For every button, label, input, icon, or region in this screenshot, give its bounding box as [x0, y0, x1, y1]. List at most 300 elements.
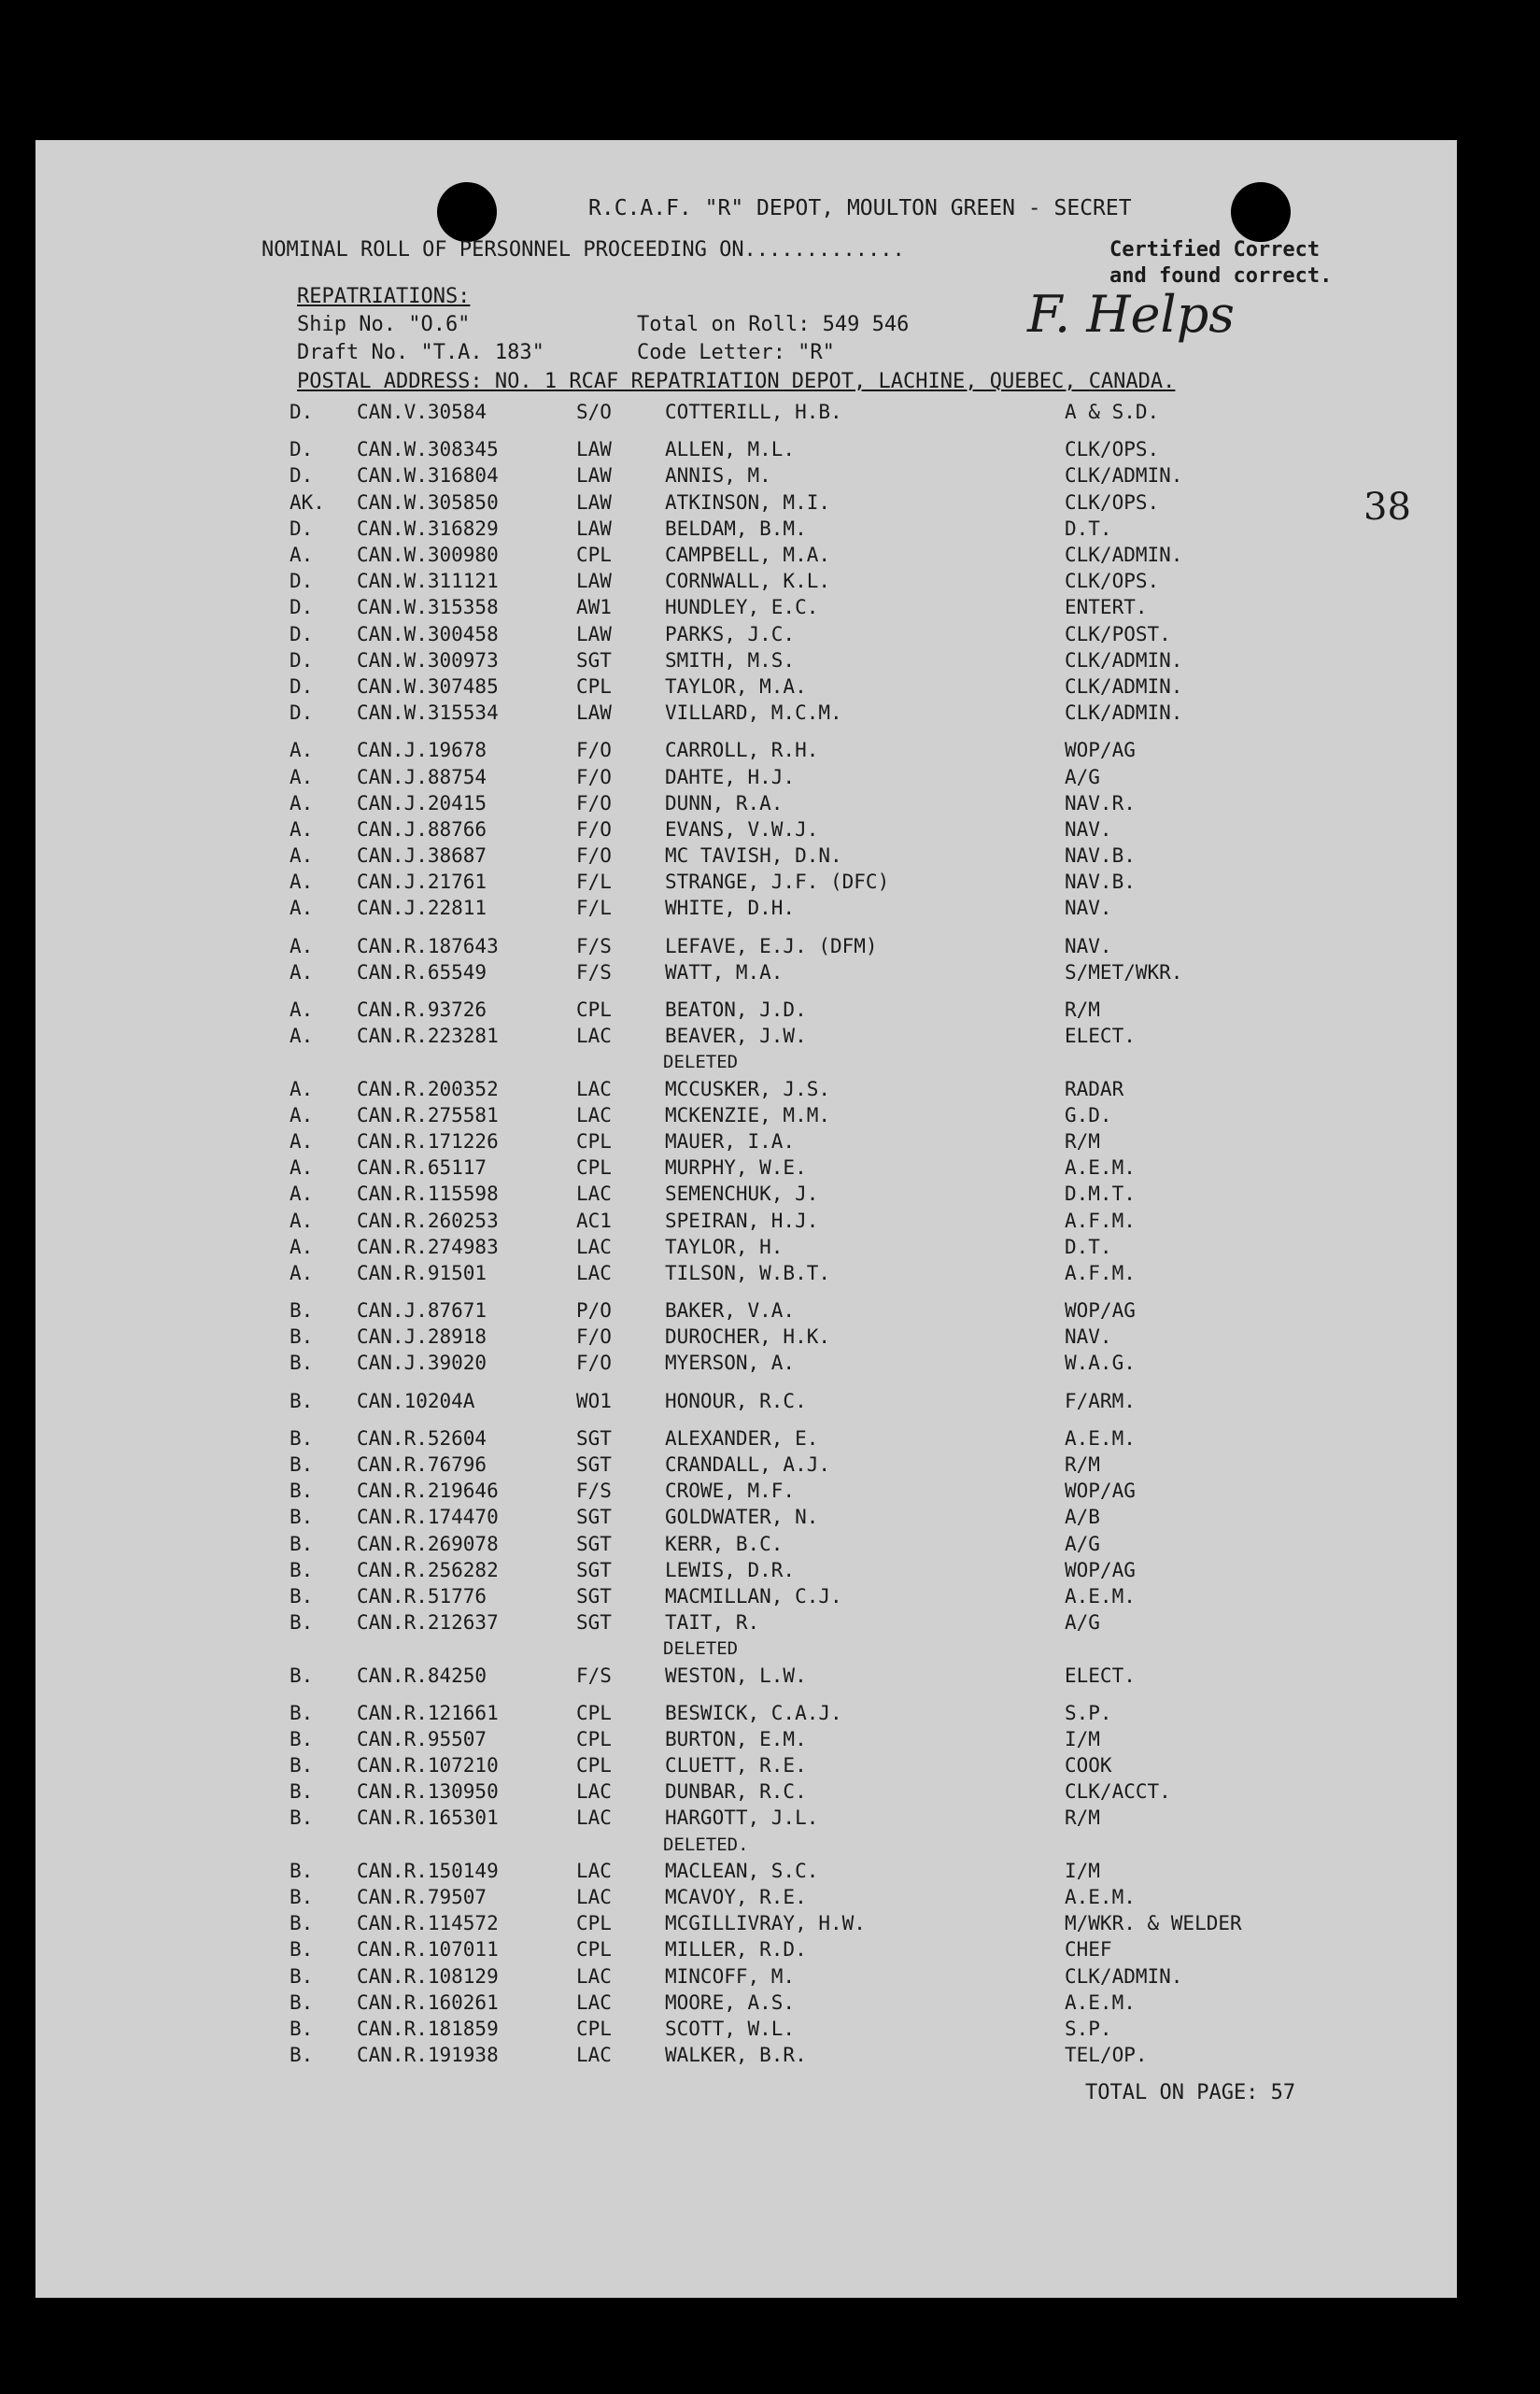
- service-number: CAN.W.307485: [357, 674, 499, 698]
- group-code: B.: [290, 1754, 314, 1778]
- group-code: D.: [290, 648, 314, 672]
- group-code: B.: [290, 1990, 314, 2014]
- trade: WOP/AG: [1065, 739, 1136, 762]
- group-code: A.: [290, 1025, 314, 1048]
- rank: F/L: [576, 897, 612, 920]
- table-row: [290, 1023, 1363, 1049]
- trade: RADAR: [1065, 1077, 1124, 1100]
- rank: F/L: [576, 871, 612, 894]
- person-name: BEATON, J.D.: [665, 999, 807, 1022]
- table-row: [290, 790, 1363, 816]
- service-number: CAN.W.315358: [357, 596, 499, 619]
- person-name: BELDAM, B.M.: [665, 517, 807, 540]
- trade: D.M.T.: [1065, 1183, 1136, 1206]
- group-code: B.: [290, 1299, 314, 1323]
- rank: CPL: [576, 999, 612, 1022]
- group-code: D.: [290, 622, 314, 645]
- rank: CPL: [576, 674, 612, 698]
- rank: LAW: [576, 464, 612, 488]
- person-name: BAKER, V.A.: [665, 1299, 796, 1323]
- rank: SGT: [576, 1453, 612, 1477]
- row-gap: [290, 1377, 1363, 1388]
- rank: CPL: [576, 1754, 612, 1778]
- person-name: MACMILLAN, C.J.: [665, 1584, 842, 1608]
- table-row: [290, 1181, 1363, 1207]
- trade: A.E.M.: [1065, 1886, 1136, 1909]
- table-row: [290, 1858, 1363, 1884]
- table-row: [290, 1990, 1363, 2016]
- rank: LAC: [576, 1025, 612, 1048]
- group-code: B.: [290, 1480, 314, 1503]
- trade: F/ARM.: [1065, 1389, 1136, 1412]
- rank: LAW: [576, 622, 612, 645]
- group-code: D.: [290, 596, 314, 619]
- service-number: CAN.R.200352: [357, 1077, 499, 1100]
- group-code: A.: [290, 1183, 314, 1206]
- group-code: AK.: [290, 490, 325, 514]
- person-name: PARKS, J.C.: [665, 622, 796, 645]
- group-code: D.: [290, 438, 314, 461]
- rank: F/S: [576, 1480, 612, 1503]
- rank: LAW: [576, 570, 612, 593]
- group-code: B.: [290, 1912, 314, 1935]
- person-name: WALKER, B.R.: [665, 2044, 807, 2067]
- service-number: CAN.R.256282: [357, 1558, 499, 1581]
- trade: M/WKR. & WELDER: [1065, 1912, 1242, 1935]
- personnel-roll: [290, 399, 1363, 2068]
- group-code: A.: [290, 1261, 314, 1284]
- group-code: B.: [290, 1886, 314, 1909]
- service-number: CAN.R.160261: [357, 1990, 499, 2014]
- rank: CPL: [576, 1912, 612, 1935]
- rank: SGT: [576, 1426, 612, 1450]
- trade: A/G: [1065, 1532, 1100, 1555]
- group-code: B.: [290, 1664, 314, 1687]
- trade: CLK/ADMIN.: [1065, 648, 1183, 672]
- service-number: CAN.R.114572: [357, 1912, 499, 1935]
- service-number: CAN.R.219646: [357, 1480, 499, 1503]
- draft-number: Draft No. "T.A. 183": [297, 341, 544, 364]
- service-number: CAN.J.28918: [357, 1325, 487, 1349]
- service-number: CAN.W.300458: [357, 622, 499, 645]
- rank: LAC: [576, 1077, 612, 1100]
- person-name: HARGOTT, J.L.: [665, 1806, 819, 1830]
- rank: SGT: [576, 1506, 612, 1529]
- group-code: B.: [290, 1611, 314, 1635]
- deleted-note: DELETED: [663, 1638, 739, 1660]
- rank: CPL: [576, 1938, 612, 1962]
- table-row: [290, 462, 1363, 489]
- rank: LAW: [576, 490, 612, 514]
- table-row: [290, 1324, 1363, 1350]
- trade: COOK: [1065, 1754, 1112, 1778]
- row-gap: [290, 922, 1363, 933]
- service-number: CAN.W.311121: [357, 570, 499, 593]
- person-name: ALEXANDER, E.: [665, 1426, 819, 1450]
- trade: R/M: [1065, 1806, 1100, 1830]
- ship-number: Ship No. "O.6": [297, 313, 471, 336]
- service-number: CAN.R.65117: [357, 1156, 487, 1180]
- trade: CLK/POST.: [1065, 622, 1171, 645]
- row-gap: [290, 1689, 1363, 1700]
- group-code: B.: [290, 1859, 314, 1882]
- rank: P/O: [576, 1299, 612, 1323]
- group-code: B.: [290, 1389, 314, 1412]
- service-number: CAN.R.165301: [357, 1806, 499, 1830]
- trade: A.E.M.: [1065, 1990, 1136, 2014]
- group-code: B.: [290, 1701, 314, 1724]
- table-row: [290, 895, 1363, 921]
- person-name: ATKINSON, M.I.: [665, 490, 831, 514]
- trade: G.D.: [1065, 1103, 1112, 1126]
- trade: CLK/ACCT.: [1065, 1780, 1171, 1804]
- group-code: A.: [290, 1129, 314, 1153]
- trade: A & S.D.: [1065, 401, 1160, 424]
- trade: D.T.: [1065, 517, 1112, 540]
- rank: LAC: [576, 1183, 612, 1206]
- service-number: CAN.W.316829: [357, 517, 499, 540]
- service-number: CAN.R.84250: [357, 1664, 487, 1687]
- service-number: CAN.J.87671: [357, 1299, 487, 1323]
- service-number: CAN.R.65549: [357, 960, 487, 984]
- trade: NAV.B.: [1065, 844, 1136, 868]
- rank: LAC: [576, 1235, 612, 1258]
- rank: F/O: [576, 739, 612, 762]
- trade: CLK/ADMIN.: [1065, 1964, 1183, 1988]
- trade: A.E.M.: [1065, 1156, 1136, 1180]
- rank: SGT: [576, 1611, 612, 1635]
- trade: WOP/AG: [1065, 1558, 1136, 1581]
- table-row: [290, 568, 1363, 594]
- postal-address: POSTAL ADDRESS: NO. 1 RCAF REPATRIATION DEPOT, LACHINE, QUEBEC, CANADA.: [297, 370, 1176, 393]
- rank: F/S: [576, 960, 612, 984]
- table-row: [290, 1234, 1363, 1260]
- rank: LAW: [576, 701, 612, 725]
- table-row: [290, 997, 1363, 1023]
- rank: LAC: [576, 1990, 612, 2014]
- rank: LAC: [576, 1103, 612, 1126]
- punch-hole-right: [1231, 182, 1291, 242]
- service-number: CAN.W.308345: [357, 438, 499, 461]
- service-number: CAN.J.39020: [357, 1352, 487, 1375]
- table-row: [290, 1388, 1363, 1414]
- group-code: A.: [290, 897, 314, 920]
- table-row: [290, 1452, 1363, 1478]
- service-number: CAN.J.88754: [357, 765, 487, 788]
- person-name: CAMPBELL, M.A.: [665, 544, 831, 567]
- person-name: SPEIRAN, H.J.: [665, 1209, 819, 1232]
- rank: F/O: [576, 817, 612, 841]
- service-number: CAN.R.150149: [357, 1859, 499, 1882]
- group-code: A.: [290, 765, 314, 788]
- service-number: CAN.W.300980: [357, 544, 499, 567]
- group-code: B.: [290, 1964, 314, 1988]
- group-code: A.: [290, 817, 314, 841]
- table-row: [290, 1102, 1363, 1128]
- trade: W.A.G.: [1065, 1352, 1136, 1375]
- service-number: CAN.R.191938: [357, 2044, 499, 2067]
- trade: ENTERT.: [1065, 596, 1148, 619]
- person-name: SMITH, M.S.: [665, 648, 796, 672]
- person-name: HONOUR, R.C.: [665, 1389, 807, 1412]
- trade: WOP/AG: [1065, 1299, 1136, 1323]
- person-name: SEMENCHUK, J.: [665, 1183, 819, 1206]
- table-row: [290, 959, 1363, 985]
- trade: R/M: [1065, 1129, 1100, 1153]
- page-number: 38: [1363, 486, 1411, 529]
- rank: F/O: [576, 765, 612, 788]
- table-row: [290, 1297, 1363, 1324]
- trade: NAV.B.: [1065, 871, 1136, 894]
- rank: LAW: [576, 438, 612, 461]
- person-name: COTTERILL, H.B.: [665, 401, 842, 424]
- trade: NAV.: [1065, 817, 1112, 841]
- rank: CPL: [576, 2017, 612, 2040]
- trade: CLK/OPS.: [1065, 570, 1160, 593]
- person-name: SCOTT, W.L.: [665, 2017, 796, 2040]
- service-number: CAN.10204A: [357, 1389, 475, 1412]
- trade: CHEF: [1065, 1938, 1112, 1962]
- trade: A.F.M.: [1065, 1209, 1136, 1232]
- trade: ELECT.: [1065, 1025, 1136, 1048]
- person-name: ALLEN, M.L.: [665, 438, 796, 461]
- rank: F/S: [576, 934, 612, 957]
- group-code: D.: [290, 401, 314, 424]
- person-name: DUNBAR, R.C.: [665, 1780, 807, 1804]
- service-number: CAN.R.91501: [357, 1261, 487, 1284]
- trade: CLK/ADMIN.: [1065, 544, 1183, 567]
- trade: CLK/ADMIN.: [1065, 674, 1183, 698]
- person-name: BURTON, E.M.: [665, 1727, 807, 1750]
- rank: LAC: [576, 1261, 612, 1284]
- group-code: A.: [290, 544, 314, 567]
- service-number: CAN.R.171226: [357, 1129, 499, 1153]
- table-row: [290, 1128, 1363, 1155]
- trade: A/B: [1065, 1506, 1100, 1529]
- trade: I/M: [1065, 1859, 1100, 1882]
- table-row: [290, 1478, 1363, 1504]
- service-number: CAN.J.19678: [357, 739, 487, 762]
- rank: CPL: [576, 1129, 612, 1153]
- trade: CLK/OPS.: [1065, 490, 1160, 514]
- person-name: MOORE, A.S.: [665, 1990, 796, 2014]
- group-code: B.: [290, 1584, 314, 1608]
- group-code: D.: [290, 701, 314, 725]
- rank: SGT: [576, 648, 612, 672]
- service-number: CAN.R.115598: [357, 1183, 499, 1206]
- rank: SGT: [576, 1584, 612, 1608]
- person-name: CARROLL, R.H.: [665, 739, 819, 762]
- person-name: LEFAVE, E.J. (DFM): [665, 934, 878, 957]
- service-number: CAN.J.20415: [357, 791, 487, 815]
- table-row: [290, 1884, 1363, 1910]
- table-row: [290, 647, 1363, 673]
- group-code: D.: [290, 517, 314, 540]
- service-number: CAN.R.274983: [357, 1235, 499, 1258]
- person-name: EVANS, V.W.J.: [665, 817, 819, 841]
- service-number: CAN.R.223281: [357, 1025, 499, 1048]
- table-row: [290, 1726, 1363, 1752]
- service-number: CAN.R.93726: [357, 999, 487, 1022]
- group-code: D.: [290, 674, 314, 698]
- group-code: B.: [290, 1325, 314, 1349]
- service-number: CAN.R.108129: [357, 1964, 499, 1988]
- group-code: A.: [290, 844, 314, 868]
- person-name: TAYLOR, H.: [665, 1235, 784, 1258]
- group-code: D.: [290, 464, 314, 488]
- trade: R/M: [1065, 999, 1100, 1022]
- table-row: [290, 1207, 1363, 1233]
- table-row: [290, 1752, 1363, 1778]
- table-row: [290, 1910, 1363, 1936]
- trade: I/M: [1065, 1727, 1100, 1750]
- table-row: [290, 1350, 1363, 1376]
- service-number: CAN.R.76796: [357, 1453, 487, 1477]
- table-row: [290, 1504, 1363, 1530]
- person-name: MCGILLIVRAY, H.W.: [665, 1912, 866, 1935]
- person-name: MC TAVISH, D.N.: [665, 844, 842, 868]
- group-code: B.: [290, 1558, 314, 1581]
- service-number: CAN.R.95507: [357, 1727, 487, 1750]
- group-code: B.: [290, 1352, 314, 1375]
- group-code: A.: [290, 999, 314, 1022]
- person-name: CLUETT, R.E.: [665, 1754, 807, 1778]
- group-code: B.: [290, 2044, 314, 2067]
- group-code: B.: [290, 1780, 314, 1804]
- group-code: B.: [290, 1727, 314, 1750]
- service-number: CAN.W.316804: [357, 464, 499, 488]
- table-row: [290, 869, 1363, 895]
- trade: D.T.: [1065, 1235, 1112, 1258]
- deleted-note: DELETED: [663, 1052, 739, 1073]
- group-code: A.: [290, 1156, 314, 1180]
- person-name: LEWIS, D.R.: [665, 1558, 796, 1581]
- service-number: CAN.R.107011: [357, 1938, 499, 1962]
- table-row: [290, 1963, 1363, 1990]
- trade: TEL/OP.: [1065, 2044, 1148, 2067]
- trade: S.P.: [1065, 2017, 1112, 2040]
- person-name: KERR, B.C.: [665, 1532, 784, 1555]
- table-row: [290, 542, 1363, 568]
- trade: ELECT.: [1065, 1664, 1136, 1687]
- rank: AC1: [576, 1209, 612, 1232]
- person-name: CRANDALL, A.J.: [665, 1453, 831, 1477]
- trade: NAV.: [1065, 934, 1112, 957]
- table-row: [290, 1662, 1363, 1688]
- rank: WO1: [576, 1389, 612, 1412]
- person-name: TAYLOR, M.A.: [665, 674, 807, 698]
- person-name: DUROCHER, H.K.: [665, 1325, 831, 1349]
- person-name: DUNN, R.A.: [665, 791, 784, 815]
- person-name: MURPHY, W.E.: [665, 1156, 807, 1180]
- rank: CPL: [576, 1156, 612, 1180]
- rank: F/O: [576, 844, 612, 868]
- deleted-note: DELETED.: [663, 1834, 749, 1855]
- trade: CLK/OPS.: [1065, 438, 1160, 461]
- person-name: CORNWALL, K.L.: [665, 570, 831, 593]
- service-number: CAN.W.300973: [357, 648, 499, 672]
- row-gap: [290, 425, 1363, 436]
- table-row: [290, 1936, 1363, 1962]
- person-name: HUNDLEY, E.C.: [665, 596, 819, 619]
- service-number: CAN.R.51776: [357, 1584, 487, 1608]
- person-name: MILLER, R.D.: [665, 1938, 807, 1962]
- service-number: CAN.V.30584: [357, 401, 487, 424]
- person-name: MCAVOY, R.E.: [665, 1886, 807, 1909]
- table-row: [290, 594, 1363, 620]
- table-row: [290, 2042, 1363, 2068]
- service-number: CAN.R.121661: [357, 1701, 499, 1724]
- rank: SGT: [576, 1558, 612, 1581]
- table-row: [290, 1557, 1363, 1583]
- table-row: [290, 1805, 1363, 1831]
- table-row: [290, 516, 1363, 542]
- group-code: B.: [290, 2017, 314, 2040]
- trade: NAV.: [1065, 1325, 1112, 1349]
- person-name: CROWE, M.F.: [665, 1480, 796, 1503]
- table-row: [290, 2016, 1363, 2042]
- table-row: [290, 737, 1363, 763]
- group-code: A.: [290, 1103, 314, 1126]
- group-code: B.: [290, 1938, 314, 1962]
- table-row: [290, 700, 1363, 726]
- service-number: CAN.R.181859: [357, 2017, 499, 2040]
- code-letter: Code Letter: "R": [637, 341, 835, 364]
- rank: AW1: [576, 596, 612, 619]
- total-on-roll: Total on Roll: 549 546: [637, 313, 910, 336]
- trade: A.E.M.: [1065, 1426, 1136, 1450]
- rank: SGT: [576, 1532, 612, 1555]
- person-name: ANNIS, M.: [665, 464, 771, 488]
- group-code: A.: [290, 1235, 314, 1258]
- table-row: [290, 1583, 1363, 1609]
- person-name: TAIT, R.: [665, 1611, 760, 1635]
- person-name: DAHTE, H.J.: [665, 765, 796, 788]
- certified-label: Certified Correct: [1109, 238, 1321, 262]
- group-code: B.: [290, 1806, 314, 1830]
- rank: CPL: [576, 544, 612, 567]
- trade: NAV.: [1065, 897, 1112, 920]
- table-row: [290, 1425, 1363, 1452]
- trade: S/MET/WKR.: [1065, 960, 1183, 984]
- trade: NAV.R.: [1065, 791, 1136, 815]
- person-name: MYERSON, A.: [665, 1352, 796, 1375]
- punch-hole-left: [437, 182, 497, 242]
- rank: F/S: [576, 1664, 612, 1687]
- service-number: CAN.R.260253: [357, 1209, 499, 1232]
- trade: A.F.M.: [1065, 1261, 1136, 1284]
- rank: LAC: [576, 1859, 612, 1882]
- person-name: VILLARD, M.C.M.: [665, 701, 842, 725]
- rank: LAC: [576, 2044, 612, 2067]
- person-name: BESWICK, C.A.J.: [665, 1701, 842, 1724]
- table-row: [290, 763, 1363, 789]
- trade: A/G: [1065, 765, 1100, 788]
- trade: A/G: [1065, 1611, 1100, 1635]
- rank: LAC: [576, 1806, 612, 1830]
- trade: CLK/ADMIN.: [1065, 701, 1183, 725]
- group-code: B.: [290, 1453, 314, 1477]
- found-correct-label: and found correct.: [1109, 264, 1333, 288]
- person-name: WATT, M.A.: [665, 960, 784, 984]
- table-row: [290, 1260, 1363, 1286]
- table-row: [290, 843, 1363, 869]
- table-row: [290, 673, 1363, 700]
- nominal-roll-title: NOMINAL ROLL OF PERSONNEL PROCEEDING ON.............: [261, 238, 905, 262]
- rank: LAC: [576, 1886, 612, 1909]
- trade: S.P.: [1065, 1701, 1112, 1724]
- rank: CPL: [576, 1727, 612, 1750]
